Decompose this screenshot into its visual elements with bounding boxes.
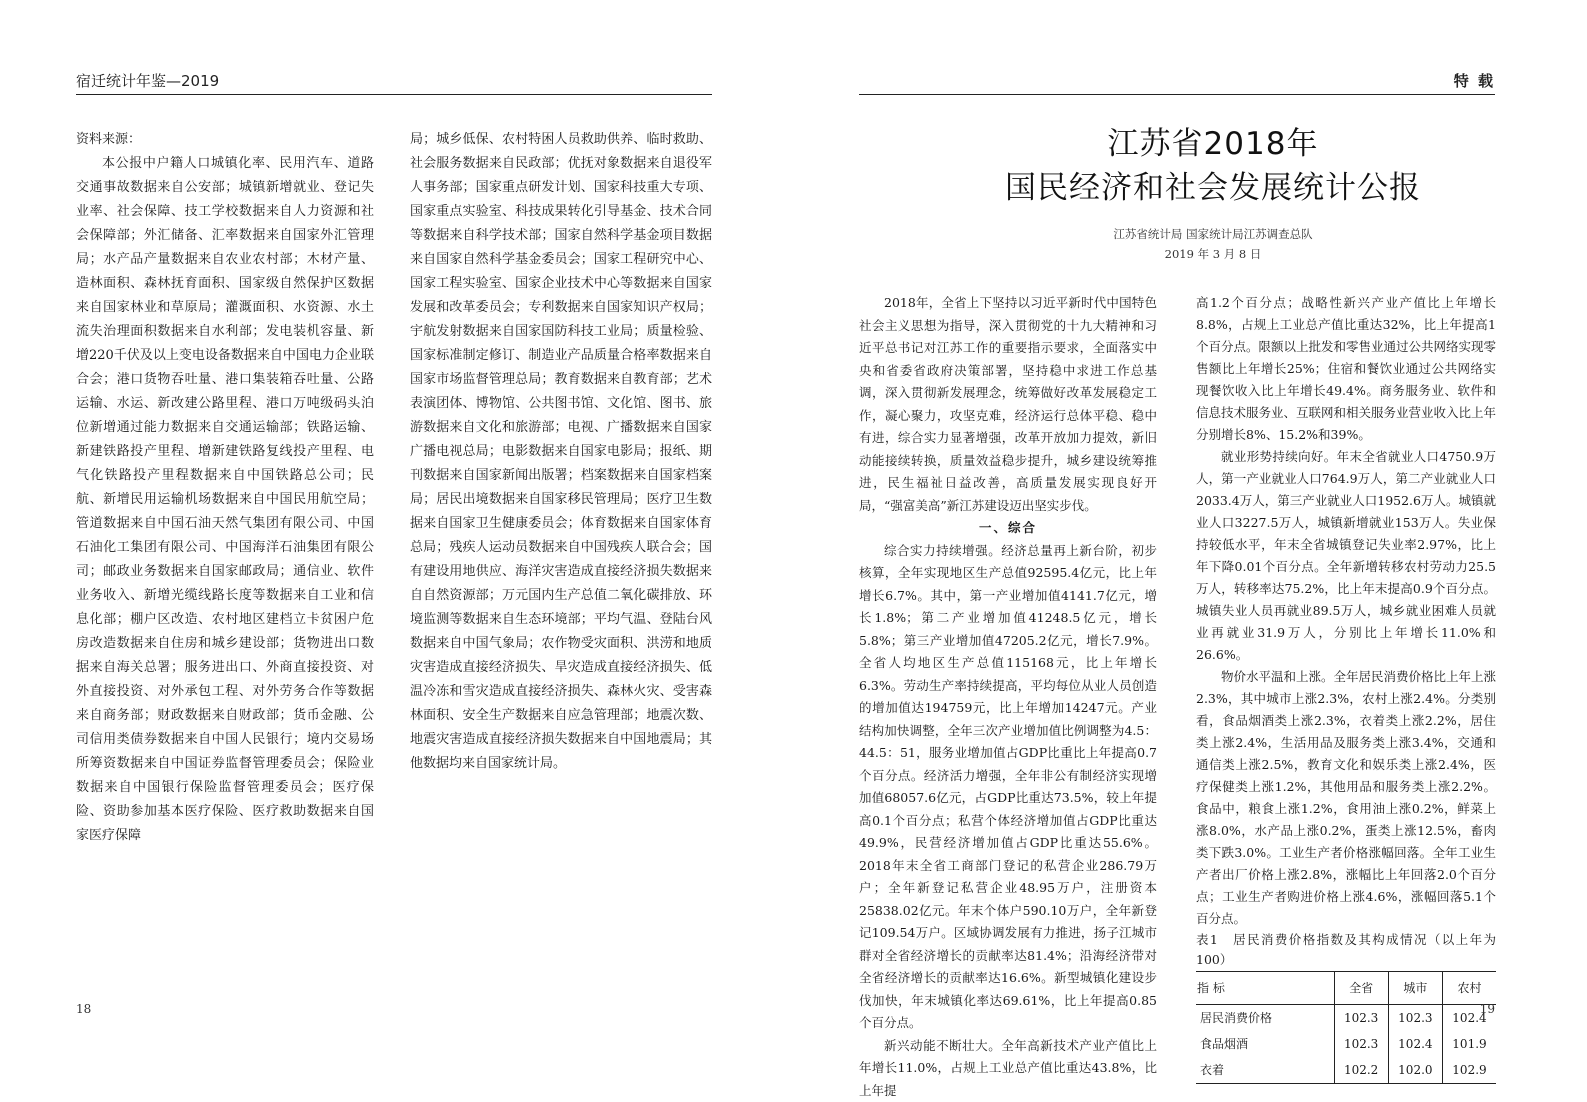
bulletin-column-2: [1196, 292, 1496, 1084]
byline-date: 2019 年 3 月 8 日: [913, 244, 1513, 264]
paragraph-employment: 就业形势持续向好。年末全省就业人口4750.9万人，第一产业就业人口764.9万人，第二产业就业人口2033.4万人，第三产业就业人口1952.6万人。城镇就业人口3227.5万人，城镇新增就业153万人。失业保持较低水平，年末全省城镇登记失业率2.97%，比上年下降0.01个百分点。全年新增转移农村劳动力25.5万人，转移率达75.2%，比上年末提高0.9个百分点。城镇失业人员再就业89.5万人，城乡就业困难人员就业再就业31.9万人，分别比上年增长11.0%和26.6%。: [1196, 446, 1496, 666]
table-cell: 102.4: [1388, 1031, 1442, 1057]
table-cell: 102.4: [1442, 1005, 1496, 1032]
table-header-urban: 城市: [1388, 972, 1442, 1005]
report-title-line1: 江苏省2018年: [913, 122, 1513, 166]
table-cell: 102.0: [1388, 1057, 1442, 1084]
report-title-line2: 国民经济和社会发展统计公报: [913, 166, 1513, 210]
table-header-row: [1196, 972, 1496, 1005]
paragraph-comprehensive-strength: 综合实力持续增强。经济总量再上新台阶，初步核算，全年实现地区生产总值92595.4亿元，比上年增长6.7%。其中，第一产业增加值4141.7亿元，增长1.8%；第二产业增加值41248.5亿元，增长5.8%；第三产业增加值47205.2亿元，增长7.9%。全省人均地区生产总值115168元，比上年增长6.3%。劳动生产率持续提高，平均每位从业人员创造的增加值达194759元，比上年增加14247元。产业结构加快调整，全年三次产业增加值比例调整为4.5：44.5：51，服务业增加值占GDP比重比上年提高0.7个百分点。经济活力增强，全年非公有制经济实现增加值68057.6亿元，占GDP比重达73.5%，较上年提高0.1个百分点；私营个体经济增加值占GDP比重达49.9%，民营经济增加值占GDP比重达55.6%。2018年末全省工商部门登记的私营企业286.79万户；全年新登记私营企业48.95万户，注册资本25838.02亿元。年末个体户590.10万户，全年新登记109.54万户。区域协调发展有力推进，扬子江城市群对全省经济增长的贡献率达81.4%；沿海经济带对全省经济增长的贡献率达16.6%。新型城镇化建设步伐加快，年末城镇化率达69.61%，比上年提高0.85个百分点。: [859, 540, 1157, 1035]
table-caption: 表1 居民消费价格指数及其构成情况（以上年为100）: [1196, 930, 1496, 970]
section-heading-overview: 一、综合: [859, 517, 1157, 540]
table-header-indicator: 指 标: [1196, 972, 1334, 1005]
intro-paragraph: 2018年，全省上下坚持以习近平新时代中国特色社会主义思想为指导，深入贯彻党的十九大精神和习近平总书记对江苏工作的重要指示要求，全面落实中央和省委省政府决策部署，坚持稳中求进工作总基调，深入贯彻新发展理念，统筹做好改革发展稳定工作，凝心聚力，攻坚克难，经济运行总体平稳、稳中有进，综合实力显著增强，改革开放加力提效，新旧动能接续转换，质量效益稳步提升，城乡建设统筹推进，民生福祉日益改善，高质量发展实现良好开局，“强富美高”新江苏建设迈出坚实步伐。: [859, 292, 1157, 517]
table-header-rural: 农村: [1442, 972, 1496, 1005]
table-cell: 衣着: [1196, 1057, 1334, 1084]
bulletin-column-1: [859, 292, 1157, 1102]
table-row: [1196, 1057, 1496, 1084]
table-cell: 102.2: [1334, 1057, 1388, 1084]
header-rule-left: [76, 94, 712, 95]
table-cell: 102.3: [1388, 1005, 1442, 1032]
cpi-table: [1196, 971, 1496, 1084]
table-cell: 食品烟酒: [1196, 1031, 1334, 1057]
table-cell: 居民消费价格: [1196, 1005, 1334, 1032]
sources-heading: 资料来源：: [76, 128, 374, 152]
paragraph-new-momentum-continued: 高1.2个百分点；战略性新兴产业产值比上年增长8.8%，占规上工业总产值比重达32%，比上年提高1个百分点。限额以上批发和零售业通过公共网络实现零售额比上年增长25%；住宿和餐饮业通过公共网络实现餐饮收入比上年增长49.4%。商务服务业、软件和信息技术服务业、互联网和相关服务业营业收入比上年分别增长8%、15.2%和39%。: [1196, 292, 1496, 446]
sources-text: 本公报中户籍人口城镇化率、民用汽车、道路交通事故数据来自公安部；城镇新增就业、登记失业率、社会保障、技工学校数据来自人力资源和社会保障部；外汇储备、汇率数据来自国家外汇管理局；水产品产量数据来自农业农村部；木材产量、造林面积、森林抚育面积、国家级自然保护区数据来自国家林业和草原局；灌溉面积、水资源、水土流失治理面积数据来自水利部；发电装机容量、新增220千伏及以上变电设备数据来自中国电力企业联合会；港口货物吞吐量、港口集装箱吞吐量、公路运输、水运、新改建公路里程、港口万吨级码头泊位新增通过能力数据来自交通运输部；铁路运输、新建铁路投产里程、增新建铁路复线投产里程、电气化铁路投产里程数据来自中国铁路总公司；民航、新增民用运输机场数据来自中国民用航空局；管道数据来自中国石油天然气集团有限公司、中国石油化工集团有限公司、中国海洋石油集团有限公司；邮政业务数据来自国家邮政局；通信业、软件业务收入、新增光缆线路长度等数据来自工业和信息化部；棚户区改造、农村地区建档立卡贫困户危房改造数据来自住房和城乡建设部；货物进出口数据来自海关总署；服务进出口、外商直接投资、对外直接投资、对外承包工程、对外劳务合作等数据来自商务部；财政数据来自财政部；货币金融、公司信用类债券数据来自中国人民银行；境内交易场所筹资数据来自中国证券监督管理委员会；保险业数据来自中国银行保险监督管理委员会；医疗保险、资助参加基本医疗保险、医疗救助数据来自国家医疗保障: [76, 152, 374, 848]
table-cell: 102.3: [1334, 1005, 1388, 1032]
sources-column-2: [410, 128, 712, 776]
header-rule-right: [859, 94, 1495, 95]
paragraph-new-momentum: 新兴动能不断壮大。全年高新技术产业产值比上年增长11.0%，占规上工业总产值比重达43.8%，比上年提: [859, 1035, 1157, 1102]
table-cell: 102.9: [1442, 1057, 1496, 1084]
running-head-right: 特 载: [1454, 70, 1495, 94]
byline-organizations: 江苏省统计局 国家统计局江苏调查总队: [913, 224, 1513, 244]
table-cell: 101.9: [1442, 1031, 1496, 1057]
sources-column-1: [76, 128, 374, 848]
page-number-left: 18: [76, 1002, 91, 1016]
table-header-province: 全省: [1334, 972, 1388, 1005]
table-row: [1196, 1005, 1496, 1032]
left-page: [0, 0, 793, 1077]
right-page: [793, 0, 1587, 1077]
table-row: [1196, 1031, 1496, 1057]
table-cell: 102.3: [1334, 1031, 1388, 1057]
running-head-left: 宿迁统计年鉴—2019: [76, 70, 219, 94]
paragraph-prices: 物价水平温和上涨。全年居民消费价格比上年上涨2.3%，其中城市上涨2.3%，农村上涨2.4%。分类别看，食品烟酒类上涨2.3%，衣着类上涨2.2%，居住类上涨2.4%，生活用品及服务类上涨3.4%，交通和通信类上涨2.5%，教育文化和娱乐类上涨2.4%，医疗保健类上涨1.2%，其他用品和服务类上涨2.2%。食品中，粮食上涨1.2%，食用油上涨0.2%，鲜菜上涨8.0%，水产品上涨0.2%，蛋类上涨12.5%，畜肉类下跌3.0%。工业生产者价格涨幅回落。全年工业生产者出厂价格上涨2.8%，涨幅比上年回落2.0个百分点；工业生产者购进价格上涨4.6%，涨幅回落5.1个百分点。: [1196, 666, 1496, 930]
sources-text-continued: 局；城乡低保、农村特困人员救助供养、临时救助、社会服务数据来自民政部；优抚对象数据来自退役军人事务部；国家重点研发计划、国家科技重大专项、国家重点实验室、科技成果转化引导基金、技术合同等数据来自科学技术部；国家自然科学基金项目数据来自国家自然科学基金委员会；国家工程研究中心、国家工程实验室、国家企业技术中心等数据来自国家发展和改革委员会；专利数据来自国家知识产权局；宇航发射数据来自国家国防科技工业局；质量检验、国家标准制定修订、制造业产品质量合格率数据来自国家市场监督管理总局；教育数据来自教育部；艺术表演团体、博物馆、公共图书馆、文化馆、图书、旅游数据来自文化和旅游部；电视、广播数据来自国家广播电视总局；电影数据来自国家电影局；报纸、期刊数据来自国家新闻出版署；档案数据来自国家档案局；居民出境数据来自国家移民管理局；医疗卫生数据来自国家卫生健康委员会；体育数据来自国家体育总局；残疾人运动员数据来自中国残疾人联合会；国有建设用地供应、海洋灾害造成直接经济损失数据来自自然资源部；万元国内生产总值二氧化碳排放、环境监测等数据来自生态环境部；平均气温、登陆台风数据来自中国气象局；农作物受灾面积、洪涝和地质灾害造成直接经济损失、旱灾造成直接经济损失、低温冷冻和雪灾造成直接经济损失、森林火灾、受害森林面积、安全生产数据来自应急管理部；地震次数、地震灾害造成直接经济损失数据来自中国地震局；其他数据均来自国家统计局。: [410, 128, 712, 776]
page-number-right: 19: [1480, 1002, 1495, 1016]
